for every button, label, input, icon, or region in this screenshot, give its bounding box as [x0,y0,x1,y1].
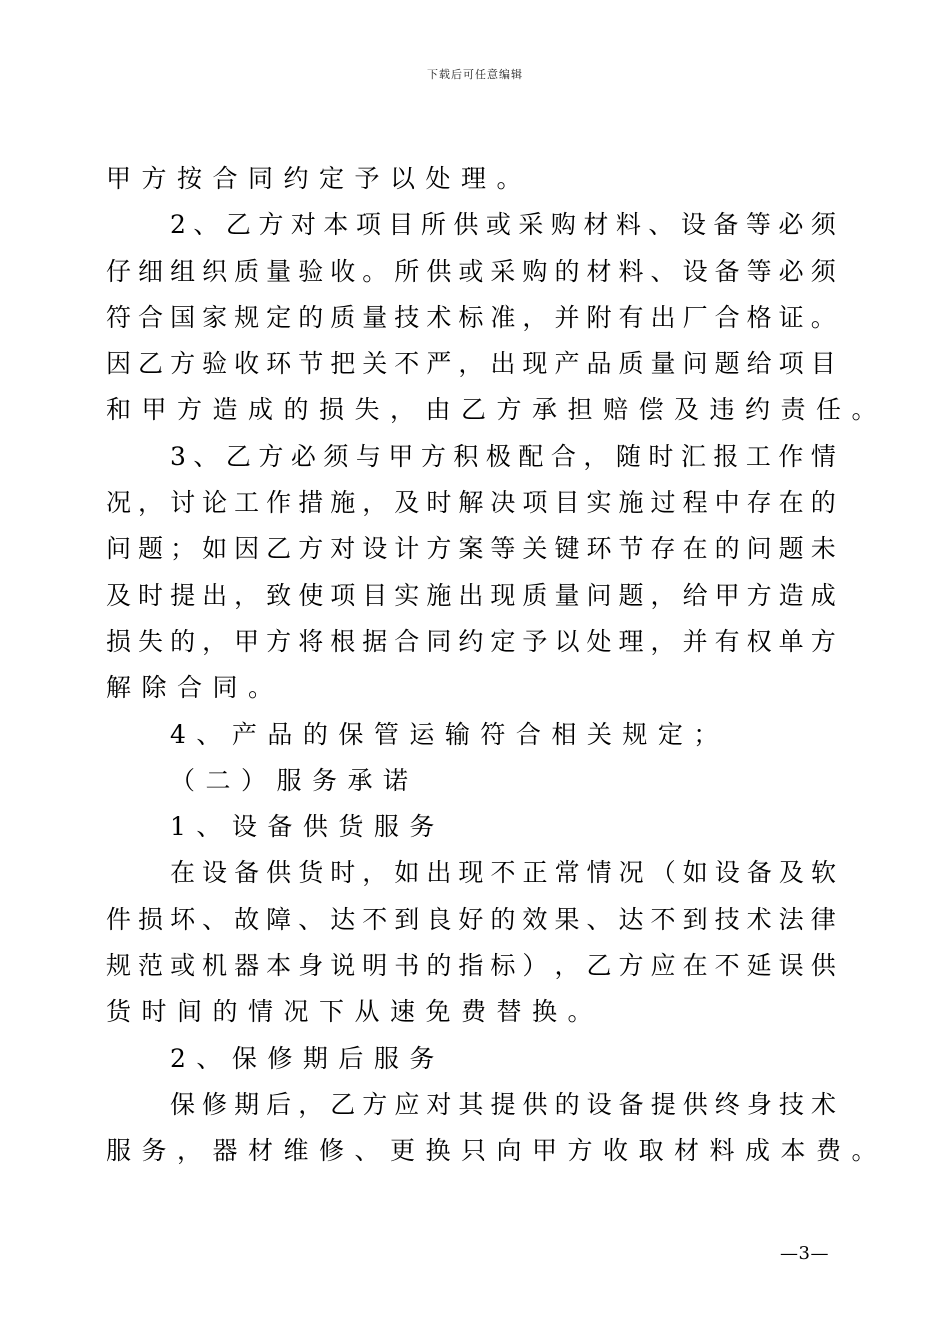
text-line: 损 失 的 ， 甲 方 将 根 据 合 同 约 定 予 以 处 理 ， 并 有 权 单 方 [106,626,836,656]
text-line: （二）服务承诺 [170,765,419,795]
text-line: 况 ， 讨 论 工 作 措 施 ， 及 时 解 决 项 目 实 施 过 程 中 存 在 的 [106,488,836,518]
text-line: 2、保修期后服务 [170,1043,445,1073]
text-line: 保 修 期 后 ， 乙 方 应 对 其 提 供 的 设 备 提 供 终 身 技 术 [170,1089,836,1119]
text-line: 和甲方造成的损失，由乙方承担赔偿及违约责任。 [106,395,888,425]
text-line: 问 题 ； 如 因 乙 方 对 设 计 方 案 等 关 键 环 节 存 在 的 问 题 未 [106,534,836,564]
text-line: 符 合 国 家 规 定 的 质 量 技 术 标 准 ， 并 附 有 出 厂 合 格 证 。 [106,302,836,332]
document-body [106,156,888,1175]
text-line: 因 乙 方 验 收 环 节 把 关 不 严 ， 出 现 产 品 质 量 问 题 给 项 目 [106,349,836,379]
text-line: 规 范 或 机 器 本 身 说 明 书 的 指 标 ） ， 乙 方 应 在 不 延 误 供 [106,951,836,981]
text-line: 甲方按合同约定予以处理。 [106,164,533,193]
text-line: 1、设备供货服务 [170,812,445,842]
text-line: 及 时 提 出 ， 致 使 项 目 实 施 出 现 质 量 问 题 ， 给 甲 方 造 成 [106,580,836,610]
text-line: 件 损 坏 、 故 障 、 达 不 到 良 好 的 效 果 、 达 不 到 技 术 法 律 [106,904,836,934]
text-line: 仔 细 组 织 质 量 验 收 。 所 供 或 采 购 的 材 料 、 设 备 等 必 须 [106,256,836,286]
text-line: 在 设 备 供 货 时 ， 如 出 现 不 正 常 情 况 （ 如 设 备 及 软 [170,858,836,888]
text-line: 货时间的情况下从速免费替换。 [106,997,604,1027]
text-line: 服务，器材维修、更换只向甲方收取材料成本费。 [106,1136,888,1166]
text-line: 3 、 乙 方 必 须 与 甲 方 积 极 配 合 ， 随 时 汇 报 工 作 情 [170,441,836,471]
text-line: 解除合同。 [106,673,284,703]
text-line: 2 、 乙 方 对 本 项 目 所 供 或 采 购 材 料 、 设 备 等 必 须 [170,210,836,240]
page-number: —3— [780,1243,829,1264]
header-note: 下载后可任意编辑 [427,68,523,81]
text-line: 4、产品的保管运输符合相关规定； [170,719,729,749]
